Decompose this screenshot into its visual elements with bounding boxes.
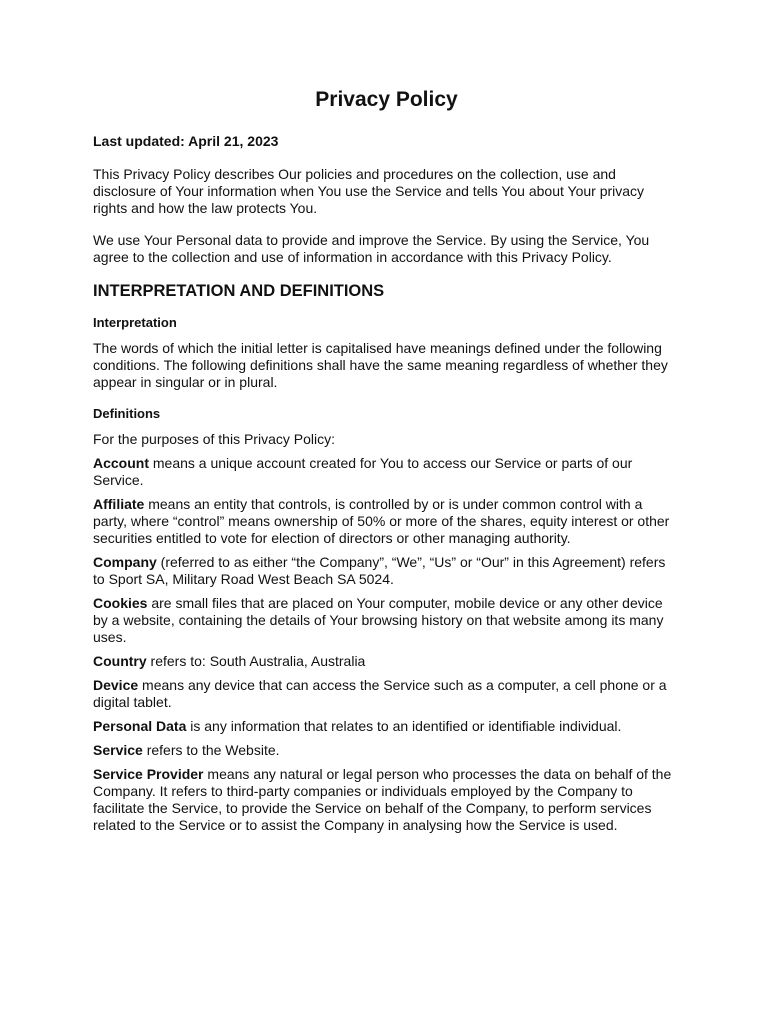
definition-term: Account bbox=[93, 455, 149, 471]
definition-text: are small files that are placed on Your computer, mobile device or any other device by a website, containing the details of Your browsing history on that website among its many uses. bbox=[93, 595, 664, 645]
interpretation-heading: Interpretation bbox=[93, 315, 177, 330]
section-heading: INTERPRETATION AND DEFINITIONS bbox=[93, 282, 385, 300]
definition-text: is any information that relates to an identified or identifiable individual. bbox=[186, 718, 622, 734]
definition-text: (referred to as either “the Company”, “We”, “Us” or “Our” in this Agreement) refers to Sport SA, Military Road West Beach SA 5024. bbox=[93, 554, 666, 587]
definition-term: Personal Data bbox=[93, 718, 187, 734]
definition-service bbox=[93, 742, 680, 759]
intro-paragraph-1: This Privacy Policy describes Our policies and procedures on the collection, use and disclosure of Your information when You use the Service and tells You about Your privacy rights and how the law protects You. bbox=[93, 166, 645, 216]
definitions-list bbox=[93, 455, 680, 834]
interpretation-text: The words of which the initial letter is capitalised have meanings defined under the following conditions. The following definitions shall have the same meaning regardless of whether they appear in singular or in plural. bbox=[93, 340, 668, 390]
definition-personal-data bbox=[93, 718, 680, 735]
definition-text: refers to the Website. bbox=[142, 742, 280, 758]
definition-text: refers to: South Australia, Australia bbox=[146, 653, 366, 669]
definition-cookies bbox=[93, 595, 680, 646]
definition-term: Cookies bbox=[93, 595, 148, 611]
definition-device bbox=[93, 677, 680, 711]
definition-term: Device bbox=[93, 677, 139, 693]
definition-text: means any natural or legal person who processes the data on behalf of the Company. It refers to third-party companies or individuals employed by the Company to facilitate the Service, to provide the Service on behalf of the Company, to perform services related to the Service or to assist the Company in analysing how the Service is used. bbox=[93, 766, 672, 833]
definition-affiliate bbox=[93, 496, 680, 547]
definition-term: Service bbox=[93, 742, 143, 758]
definition-service-provider bbox=[93, 766, 680, 834]
definition-term: Service Provider bbox=[93, 766, 204, 782]
page-title: Privacy Policy bbox=[315, 88, 458, 111]
definition-term: Company bbox=[93, 554, 157, 570]
definition-text: means a unique account created for You to access our Service or parts of our Service. bbox=[93, 455, 633, 488]
definition-account bbox=[93, 455, 680, 489]
definition-country bbox=[93, 653, 680, 670]
definitions-heading: Definitions bbox=[93, 406, 161, 421]
definition-company bbox=[93, 554, 680, 588]
definition-term: Country bbox=[93, 653, 147, 669]
last-updated: Last updated: April 21, 2023 bbox=[93, 133, 279, 149]
definition-text: means any device that can access the Service such as a computer, a cell phone or a digital tablet. bbox=[93, 677, 667, 710]
definition-text: means an entity that controls, is controlled by or is under common control with a party, where “control” means ownership of 50% or more of the shares, equity interest or other securities entitled to vote for election of directors or other managing authority. bbox=[93, 496, 670, 546]
definitions-intro: For the purposes of this Privacy Policy: bbox=[93, 431, 335, 447]
definition-term: Affiliate bbox=[93, 496, 145, 512]
intro-paragraph-2: We use Your Personal data to provide and improve the Service. By using the Service, You agree to the collection and use of information in accordance with this Privacy Policy. bbox=[93, 232, 650, 265]
